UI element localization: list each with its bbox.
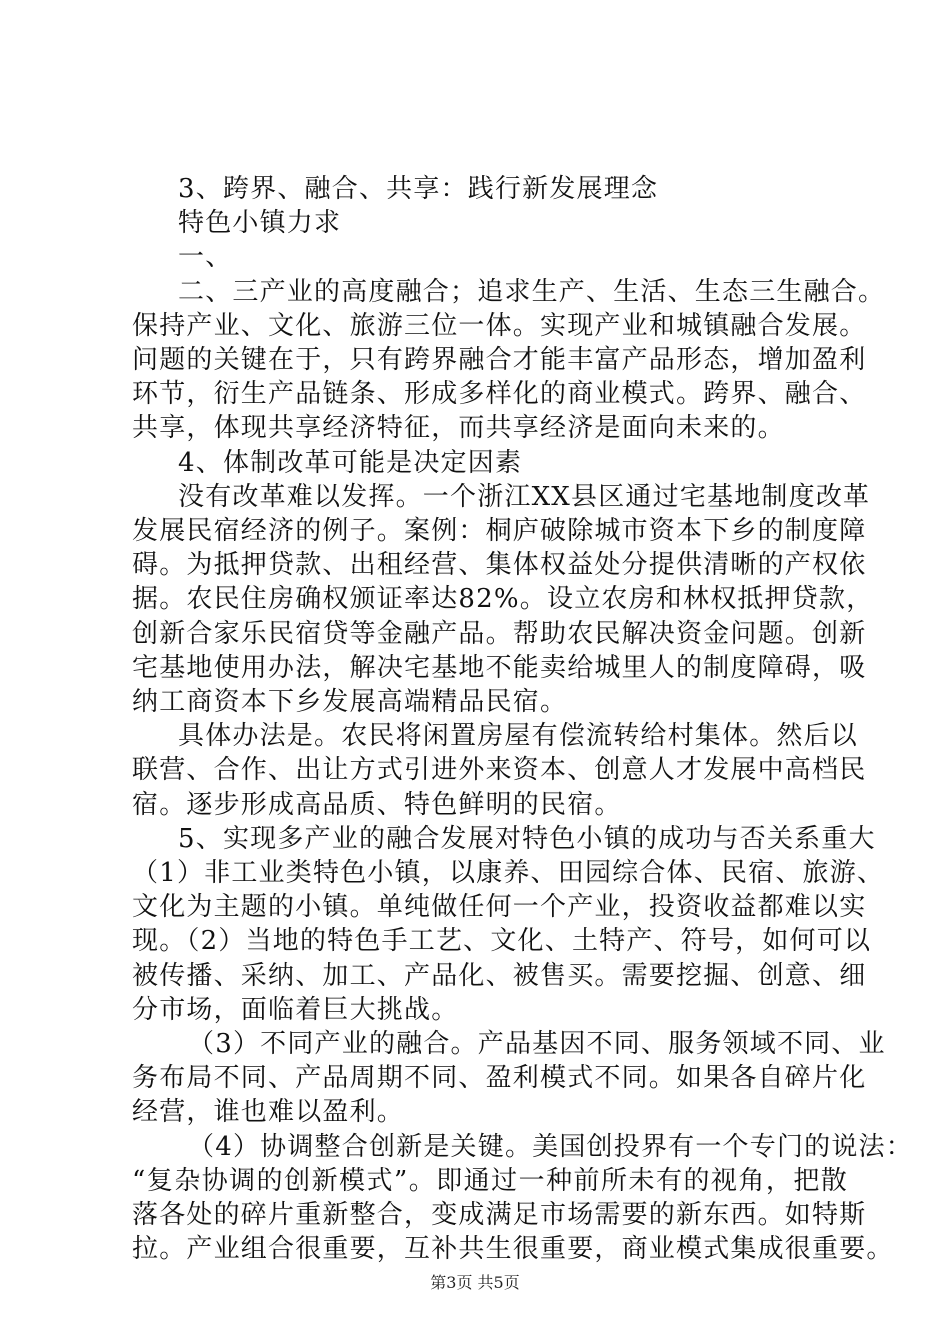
text-line: 现。（2）当地的特色手工艺、文化、土特产、符号，如何可以 [132, 926, 872, 957]
text-line: （4）协调整合创新是关键。美国创投界有一个专门的说法： [188, 1131, 913, 1162]
text-line: 3、跨界、融合、共享：践行新发展理念 [178, 174, 659, 204]
text-line: 发展民宿经济的例子。案例：桐庐破除城市资本下乡的制度障 [132, 516, 867, 546]
text-line: 共享，体现共享经济特征，而共享经济是面向未来的。 [132, 413, 785, 444]
text-line: 落各处的碎片重新整合，变成满足市场需要的新东西。如特斯 [132, 1200, 867, 1230]
text-line: （3）不同产业的融合。产品基因不同、服务领域不同、业 [188, 1029, 886, 1059]
text-line: 据。农民住房确权颁证率达82%。设立农房和林权抵押贷款， [132, 584, 874, 615]
text-line: 保持产业、文化、旅游三位一体。实现产业和城镇融合发展。 [132, 310, 867, 341]
text-line: 宿。逐步形成高品质、特色鲜明的民宿。 [132, 789, 622, 820]
text-line: 5、实现多产业的融合发展对特色小镇的成功与否关系重大 [178, 823, 876, 854]
text-line: 环节，衍生产品链条、形成多样化的商业模式。跨界、融合、 [132, 379, 867, 410]
text-line: 拉。产业组合很重要，互补共生很重要，商业模式集成很重要。 [132, 1234, 894, 1265]
text-line: 务布局不同、产品周期不同、盈利模式不同。如果各自碎片化 [132, 1063, 867, 1094]
text-line: 4、体制改革可能是决定因素 [178, 447, 523, 478]
text-line: 一、 [178, 242, 233, 273]
text-line: 碍。为抵押贷款、出租经营、集体权益处分提供清晰的产权依 [132, 550, 867, 581]
text-line: 问题的关键在于，只有跨界融合才能丰富产品形态，增加盈利 [132, 345, 867, 375]
text-line: 创新合家乐民宿贷等金融产品。帮助农民解决资金问题。创新 [132, 618, 867, 649]
text-line: 文化为主题的小镇。单纯做任何一个产业，投资收益都难以实 [132, 892, 867, 923]
text-line: 纳工商资本下乡发展高端精品民宿。 [132, 687, 568, 717]
text-line: 联营、合作、出让方式引进外来资本、创意人才发展中高档民 [132, 755, 867, 786]
text-line: 宅基地使用办法，解决宅基地不能卖给城里人的制度障碍，吸 [132, 652, 867, 683]
text-line: （1）非工业类特色小镇，以康养、田园综合体、民宿、旅游、 [132, 858, 885, 888]
text-line: “复杂协调的创新模式”。即通过一种前所未有的视角，把散 [132, 1165, 848, 1196]
text-line: 分市场，面临着巨大挑战。 [132, 994, 459, 1025]
text-line: 具体办法是。农民将闲置房屋有偿流转给村集体。然后以 [178, 721, 859, 752]
text-line: 被传播、采纳、加工、产品化、被售买。需要挖掘、创意、细 [132, 960, 867, 991]
page-footer: 第3页 共5页 [430, 1273, 520, 1292]
text-line: 特色小镇力求 [178, 208, 342, 239]
text-line: 二、三产业的高度融合；追求生产、生活、生态三生融合。 [178, 276, 886, 307]
text-line: 经营，谁也难以盈利。 [132, 1097, 405, 1128]
text-line: 没有改革难以发挥。一个浙江XX县区通过宅基地制度改革 [178, 481, 871, 512]
